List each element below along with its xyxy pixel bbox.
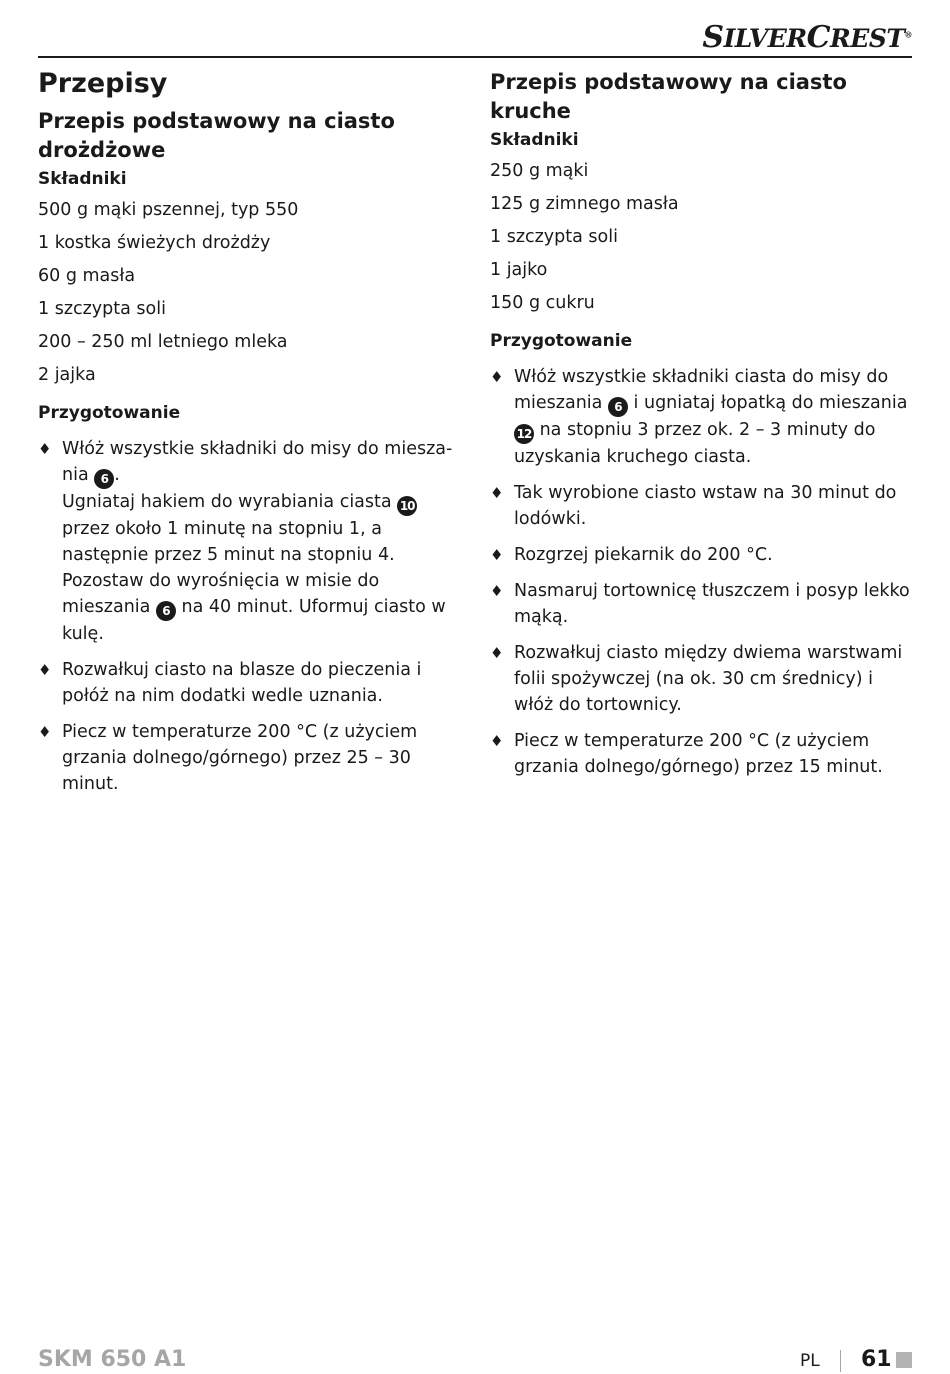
right-column [490, 64, 910, 790]
ingredient-item: 1 jajko [490, 260, 548, 280]
section-title: Przepisy [38, 68, 168, 99]
ingredient-item: 500 g mąki pszennej, typ 550 [38, 200, 299, 220]
ingredient-item: 1 szczypta soli [38, 299, 166, 319]
part-number-badge: 6 [94, 469, 114, 489]
step-item: ♦ Tak wyrobione ciasto wstaw na 30 minut do lodówki. [490, 480, 910, 532]
diamond-bullet-icon: ♦ [490, 732, 504, 750]
step-item: ♦ Włóż wszystkie składniki ciasta do misy do mieszania 6 i ugniataj łopatką do mieszania 12 na stopniu 3 przez ok. 2 – 3 minuty do uzyskania kruchego ciasta. [490, 364, 910, 470]
diamond-bullet-icon: ♦ [38, 661, 52, 679]
diamond-bullet-icon: ♦ [38, 440, 52, 458]
part-number-badge: 10 [397, 496, 417, 516]
ingredient-item: 200 – 250 ml letniego mleka [38, 332, 288, 352]
diamond-bullet-icon: ♦ [490, 546, 504, 564]
ingredient-item: 125 g zimnego masła [490, 194, 679, 214]
part-number-badge: 6 [156, 601, 176, 621]
footer-model-number: SKM 650 A1 [38, 1347, 187, 1372]
header-divider [38, 56, 912, 58]
footer-square-marker [896, 1352, 912, 1368]
diamond-bullet-icon: ♦ [490, 484, 504, 502]
shortcrust-ingredients-heading: Składniki [490, 130, 579, 150]
ingredient-item: 1 szczypta soli [490, 227, 618, 247]
step-item: ♦ Rozwałkuj ciasto na blasze do pieczenia i połóż na nim dodatki wedle uznania. [38, 657, 463, 709]
diamond-bullet-icon: ♦ [38, 723, 52, 741]
footer-divider [840, 1350, 841, 1372]
yeast-ingredients-heading: Składniki [38, 169, 127, 189]
step-item: ♦ Włóż wszystkie składniki do misy do miesza- nia 6 . Ugniataj hakiem do wyrabiania ciasta 10 przez około 1 minutę na stopniu 1, a następnie przez 5 minut na stopniu 4. Pozostaw do wyrośnięcia w misie do mieszania 6 na 40 minut. Uformuj ciasto w kulę. [38, 436, 463, 647]
part-number-badge: 12 [514, 424, 534, 444]
page-number: 61 [861, 1347, 892, 1372]
part-number-badge: 6 [608, 397, 628, 417]
step-item: ♦ Rozgrzej piekarnik do 200 °C. [490, 542, 910, 568]
footer-language-code: PL [800, 1351, 820, 1371]
shortcrust-recipe-title: Przepis podstawowy na ciasto kruche [490, 70, 847, 123]
step-item: ♦ Piecz w temperaturze 200 °C (z użyciem grzania dolnego/górnego) przez 15 minut. [490, 728, 910, 780]
yeast-prep-heading: Przygotowanie [38, 403, 181, 423]
yeast-recipe-title: Przepis podstawowy na ciasto drożdżowe [38, 109, 395, 162]
ingredient-item: 150 g cukru [490, 293, 595, 313]
shortcrust-step-list [490, 364, 910, 780]
left-column [38, 64, 463, 807]
ingredient-item: 60 g masła [38, 266, 136, 286]
step-item: ♦ Nasmaruj tortownicę tłuszczem i posyp lekko mąką. [490, 578, 910, 630]
ingredient-item: 1 kostka świeżych drożdży [38, 233, 271, 253]
brand-logo: SILVERCREST® [702, 20, 912, 55]
yeast-step-list [38, 436, 463, 797]
yeast-ingredient-list [38, 199, 463, 386]
ingredient-item: 2 jajka [38, 365, 96, 385]
shortcrust-prep-heading: Przygotowanie [490, 331, 633, 351]
step-item: ♦ Piecz w temperaturze 200 °C (z użyciem grzania dolnego/górnego) przez 25 – 30 minut. [38, 719, 463, 797]
diamond-bullet-icon: ♦ [490, 582, 504, 600]
diamond-bullet-icon: ♦ [490, 368, 504, 386]
ingredient-item: 250 g mąki [490, 161, 589, 181]
step-item: ♦ Rozwałkuj ciasto między dwiema warstwami folii spożywczej (na ok. 30 cm średnicy) i włóż do tortownicy. [490, 640, 910, 718]
shortcrust-ingredient-list [490, 160, 910, 314]
diamond-bullet-icon: ♦ [490, 644, 504, 662]
